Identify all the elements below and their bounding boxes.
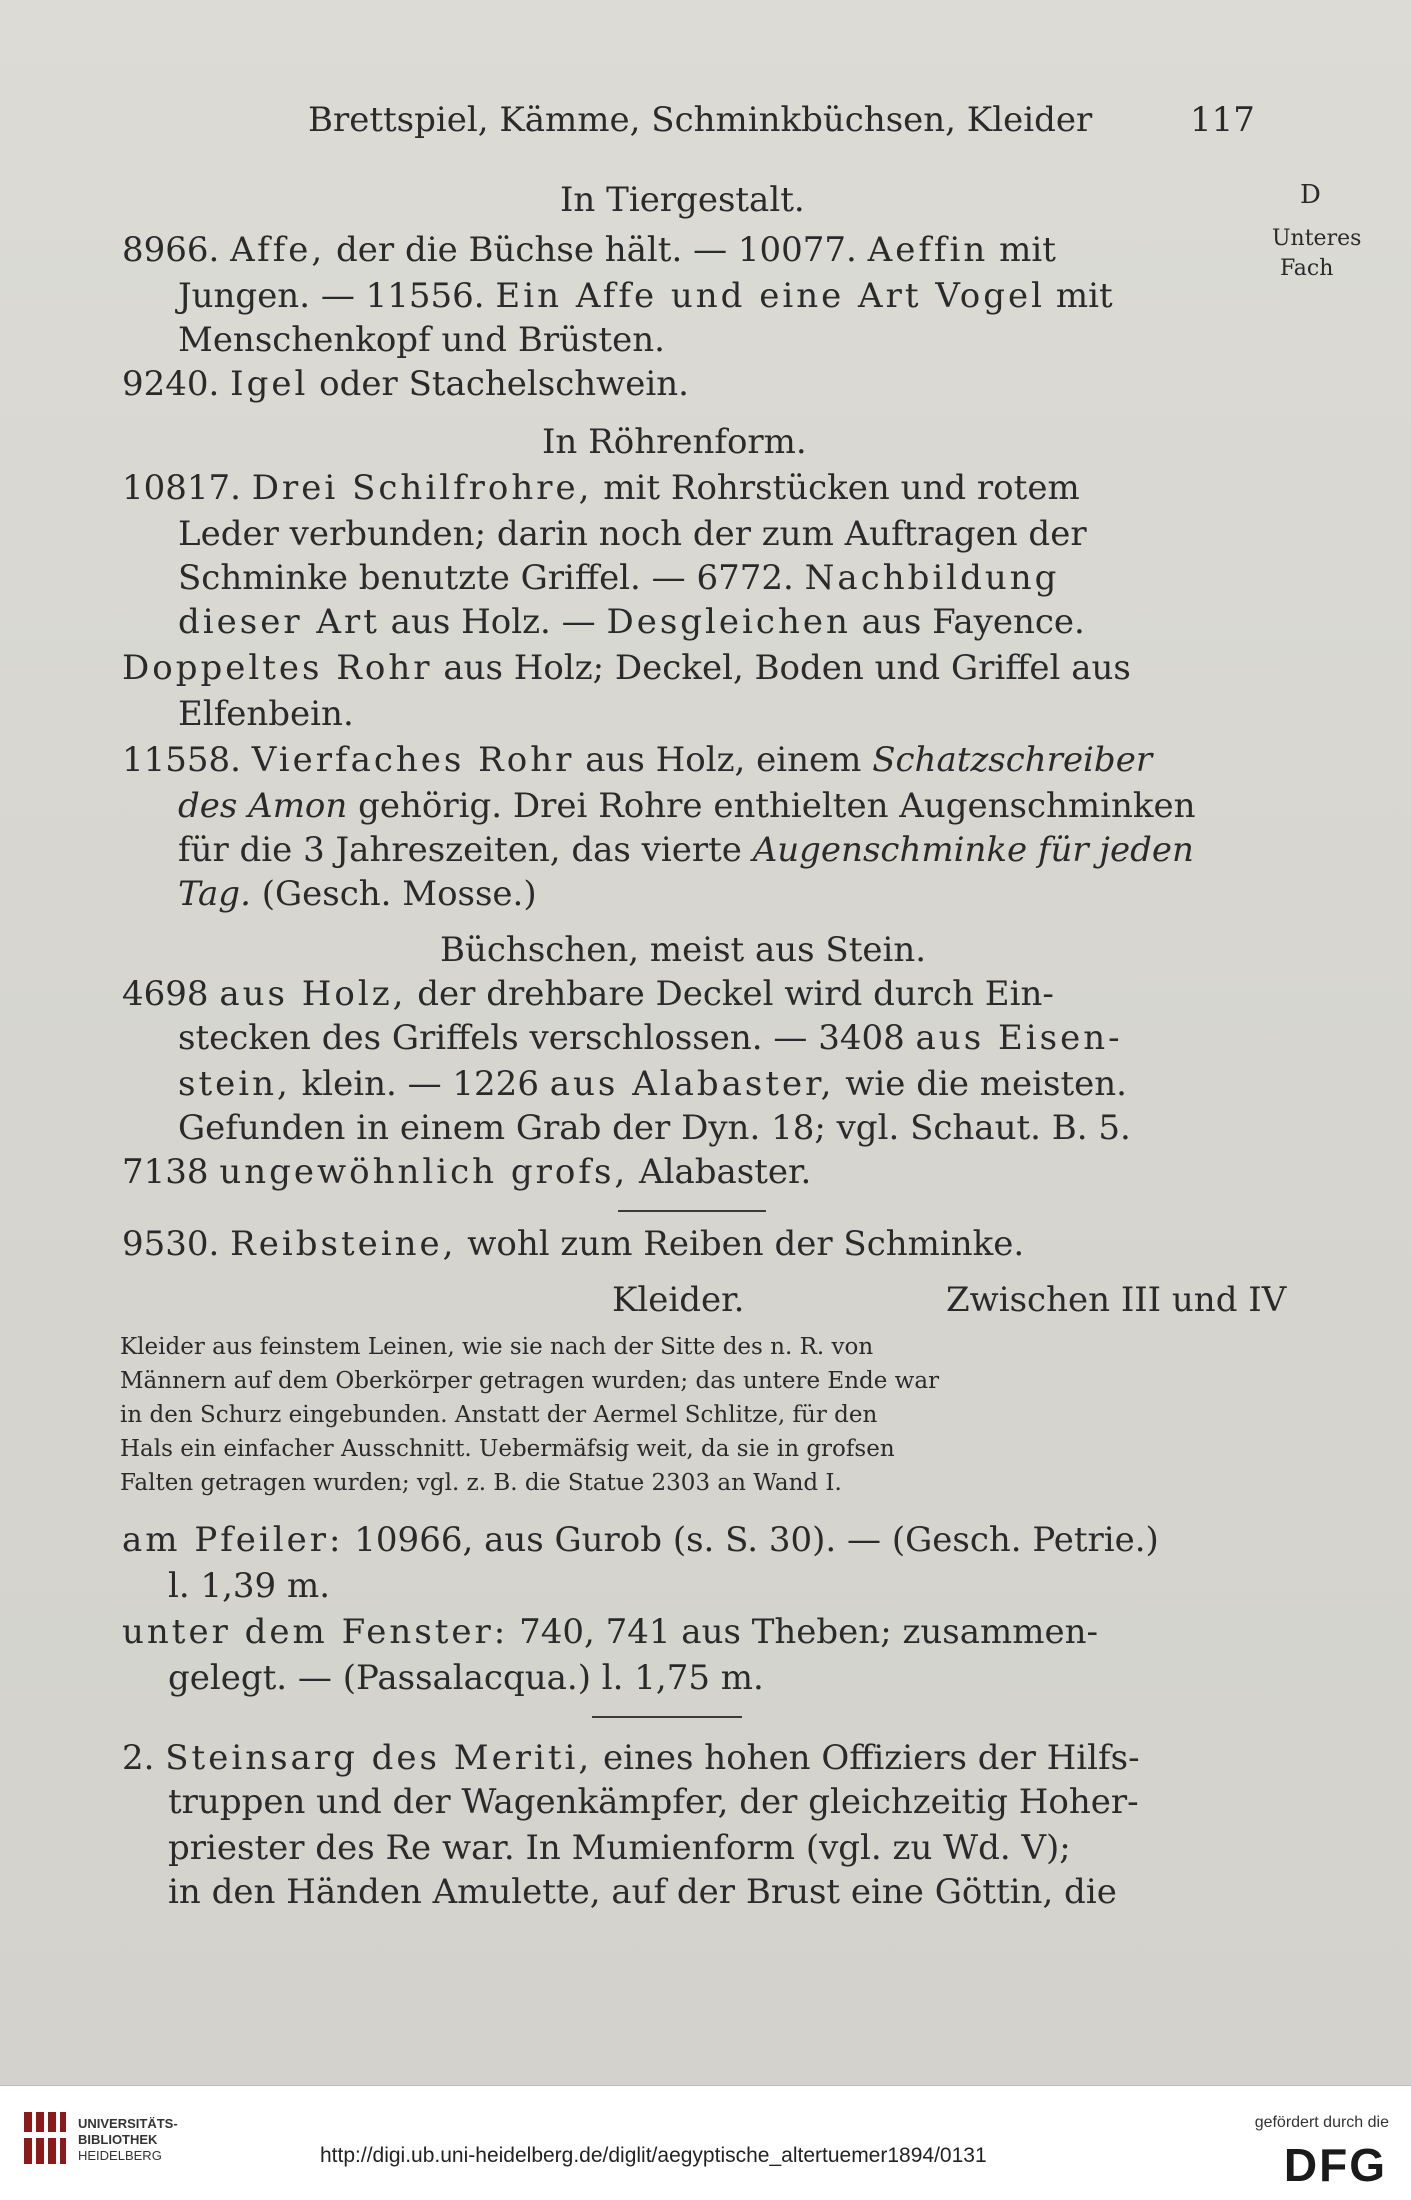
entry-text: für die 3 Jahreszeiten, das vierte [178, 830, 742, 870]
library-name-line: BIBLIOTHEK [78, 2132, 158, 2147]
keyword: Desgleichen [606, 602, 851, 642]
entry-line [122, 646, 1131, 690]
entry-line [122, 1736, 1140, 1780]
entry-line [122, 362, 689, 406]
entry-line [122, 1150, 811, 1194]
entry-line: Menschenkopf und Brüsten. [178, 320, 665, 360]
italic-term: Augenschminke für jeden [752, 830, 1194, 870]
heading-buechschen: Büchschen, meist aus Stein. [440, 930, 927, 970]
keyword: stein, [178, 1064, 291, 1104]
entry-line: Leder verbunden; darin noch der zum Auftragen der [178, 514, 1087, 554]
heading-roehrenform: In Röhrenform. [542, 422, 807, 462]
entry-line: gelegt. — (Passalacqua.) l. 1,75 m. [168, 1658, 764, 1698]
entry-text: mit [1055, 276, 1113, 316]
margin-fach: Fach [1280, 256, 1334, 281]
keyword: ungewöhnlich grofs, [219, 1152, 629, 1192]
margin-unteres: Unteres [1272, 226, 1362, 251]
entry-text: mit Rohrstücken und rotem [603, 468, 1080, 508]
keyword: aus Eisen- [915, 1018, 1123, 1058]
margin-letter: D [1300, 180, 1321, 210]
note-line: Hals ein einfacher Ausschnitt. Uebermäfsig weit, da sie in grofsen [120, 1436, 895, 1462]
section-divider [618, 1210, 766, 1212]
catalog-number: 10817. [122, 468, 241, 508]
italic-term: Schatzschreiber [872, 740, 1153, 780]
entry-line [122, 466, 1080, 510]
keyword: Aeffin [867, 230, 989, 270]
note-line: Falten getragen wurden; vgl. z. B. die Statue 2303 an Wand I. [120, 1470, 842, 1496]
keyword: Steinsarg des Meriti, [165, 1738, 593, 1778]
entry-text: aus Fayence. [861, 602, 1085, 642]
italic-term: Tag. [178, 874, 251, 914]
keyword: Nachbildung [804, 558, 1060, 598]
library-name-line: HEIDELBERG [78, 2148, 162, 2163]
entry-line [178, 1062, 1127, 1106]
entry-text: gehörig. Drei Rohre enthielten Augenschminken [358, 786, 1196, 826]
entry-line [122, 1222, 1024, 1266]
entry-text: wie die meisten. [845, 1064, 1127, 1104]
keyword: am Pfeiler: [122, 1520, 344, 1560]
funding-note: gefördert durch die [1254, 2114, 1389, 2131]
catalog-number: 4698 [122, 974, 209, 1014]
entry-line [122, 1518, 1159, 1562]
entry-line [178, 784, 1196, 828]
entry-line [178, 600, 1085, 644]
entry-line: Elfenbein. [178, 694, 354, 734]
section-divider [592, 1716, 742, 1718]
permalink-url[interactable]: http://digi.ub.uni-heidelberg.de/diglit/aegyptische_altertuemer1894/0131 [320, 2144, 987, 2167]
catalog-number: 9530. [122, 1224, 220, 1264]
page-number: 117 [1190, 100, 1255, 140]
entry-text: wohl zum Reiben der Schminke. [467, 1224, 1025, 1264]
entry-line [178, 1016, 1123, 1060]
entry-text: (Gesch. Mosse.) [261, 874, 537, 914]
catalog-number: 8966. [122, 230, 220, 270]
keyword: Doppeltes Rohr [122, 648, 433, 688]
keyword: aus Holz, [219, 974, 407, 1014]
running-title: Brettspiel, Kämme, Schminkbüchsen, Kleider [308, 100, 1093, 140]
heading-kleider: Kleider. [612, 1280, 745, 1320]
keyword: Ein Affe und eine Art Vogel [495, 276, 1046, 316]
entry-line: l. 1,39 m. [168, 1566, 331, 1606]
catalog-number: 2. [122, 1738, 155, 1778]
keyword: unter dem Fenster: [122, 1612, 509, 1652]
entry-text: Jungen. — 11556. [178, 276, 485, 316]
entry-text: der die Büchse hält. — 10077. [336, 230, 857, 270]
entry-text: klein. — 1226 [301, 1064, 539, 1104]
entry-line [178, 828, 1194, 872]
entry-line: truppen und der Wagenkämpfer, der gleichzeitig Hoher- [168, 1782, 1139, 1822]
italic-term: des Amon [178, 786, 348, 826]
keyword: Vierfaches Rohr [251, 740, 575, 780]
footer-bar [0, 2085, 1411, 2200]
keyword: Igel [230, 364, 309, 404]
entry-text: 740, 741 aus Theben; zusammen- [519, 1612, 1098, 1652]
entry-text: aus Holz, einem [585, 740, 862, 780]
entry-text: Schminke benutzte Griffel. — 6772. [178, 558, 794, 598]
entry-line [178, 872, 537, 916]
entry-text: mit [999, 230, 1056, 270]
location-label: Zwischen III und IV [946, 1280, 1287, 1320]
keyword: aus Alabaster, [549, 1064, 835, 1104]
note-line: Kleider aus feinstem Leinen, wie sie nach der Sitte des n. R. von [120, 1334, 874, 1360]
catalog-number: 9240. [122, 364, 220, 404]
entry-line: priester des Re war. In Mumienform (vgl. zu Wd. V); [168, 1828, 1071, 1868]
entry-line [122, 1610, 1098, 1654]
entry-line [122, 228, 1056, 272]
entry-line: Gefunden in einem Grab der Dyn. 18; vgl. Schaut. B. 5. [178, 1108, 1131, 1148]
catalog-number: 11558. [122, 740, 241, 780]
keyword: Reibsteine, [230, 1224, 457, 1264]
note-line: Männern auf dem Oberkörper getragen wurden; das untere Ende war [120, 1368, 940, 1394]
keyword: Affe, [230, 230, 326, 270]
catalog-number: 7138 [122, 1152, 209, 1192]
library-logo-icon [22, 2108, 68, 2168]
library-name-line: UNIVERSITÄTS- [78, 2116, 178, 2131]
entry-text: der drehbare Deckel wird durch Ein- [417, 974, 1054, 1014]
entry-text: Alabaster. [639, 1152, 812, 1192]
library-name [78, 2116, 178, 2164]
entry-text: eines hohen Offiziers der Hilfs- [603, 1738, 1140, 1778]
keyword: dieser Art [178, 602, 380, 642]
entry-line [178, 274, 1113, 318]
entry-text: 10966, aus Gurob (s. S. 30). — (Gesch. Petrie.) [354, 1520, 1159, 1560]
entry-line [178, 556, 1059, 600]
entry-text: stecken des Griffels verschlossen. — 3408 [178, 1018, 905, 1058]
entry-line: in den Händen Amulette, auf der Brust eine Göttin, die [168, 1872, 1117, 1912]
heading-tiergestalt: In Tiergestalt. [560, 180, 805, 220]
entry-text: aus Holz. — [390, 602, 596, 642]
entry-text: aus Holz; Deckel, Boden und Griffel aus [443, 648, 1131, 688]
entry-text: oder Stachelschwein. [319, 364, 689, 404]
entry-line [122, 738, 1152, 782]
entry-line [122, 972, 1054, 1016]
note-line: in den Schurz eingebunden. Anstatt der Aermel Schlitze, für den [120, 1402, 878, 1428]
dfg-logo: DFG [1283, 2139, 1387, 2191]
keyword: Drei Schilfrohre, [251, 468, 593, 508]
